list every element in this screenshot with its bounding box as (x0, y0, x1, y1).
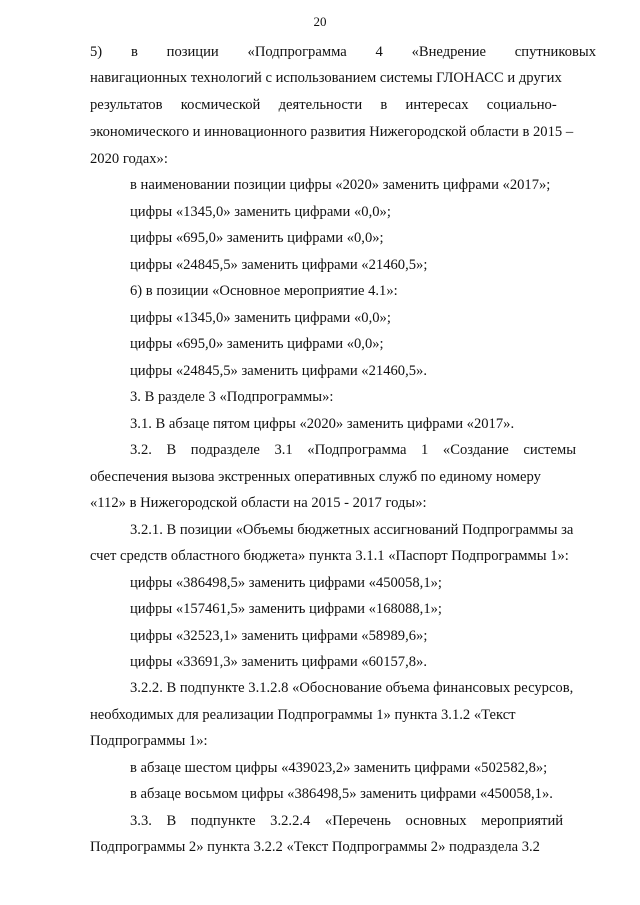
text-line: экономического и инновационного развития Нижегородской области в 2015 – (90, 124, 574, 140)
text-line: цифры «32523,1» заменить цифрами «58989,6»; (130, 628, 428, 644)
text-line: обеспечения вызова экстренных оперативных служб по единому номеру (90, 469, 541, 485)
text-line: цифры «695,0» заменить цифрами «0,0»; (130, 230, 384, 246)
text-line: цифры «157461,5» заменить цифрами «168088,1»; (130, 601, 442, 617)
text-line: 5) в позиции «Подпрограмма 4 «Внедрение спутниковых (90, 44, 596, 60)
text-line: цифры «24845,5» заменить цифрами «21460,5»; (130, 257, 428, 273)
text-line: 3.2.1. В позиции «Объемы бюджетных ассигнований Подпрограммы за (130, 522, 574, 538)
text-line: цифры «695,0» заменить цифрами «0,0»; (130, 336, 384, 352)
text-line: цифры «33691,3» заменить цифрами «60157,8». (130, 654, 427, 670)
text-line: счет средств областного бюджета» пункта 3.1.1 «Паспорт Подпрограммы 1»: (90, 548, 569, 564)
text-line: цифры «1345,0» заменить цифрами «0,0»; (130, 204, 391, 220)
text-line: Подпрограммы 1»: (90, 733, 208, 749)
text-line: в наименовании позиции цифры «2020» заменить цифрами «2017»; (130, 177, 551, 193)
page-number: 20 (313, 14, 327, 29)
text-line: 2020 годах»: (90, 151, 168, 167)
text-line: 3. В разделе 3 «Подпрограммы»: (130, 389, 334, 405)
text-line: Подпрограммы 2» пункта 3.2.2 «Текст Подпрограммы 2» подраздела 3.2 (90, 839, 540, 855)
text-line: 3.2. В подразделе 3.1 «Подпрограмма 1 «Создание системы (130, 442, 577, 458)
text-line: «112» в Нижегородской области на 2015 - 2017 годы»: (90, 495, 427, 511)
text-line: цифры «24845,5» заменить цифрами «21460,5». (130, 363, 427, 379)
text-line: 6) в позиции «Основное мероприятие 4.1»: (130, 283, 398, 299)
text-line: 3.3. В подпункте 3.2.2.4 «Перечень основных мероприятий (130, 813, 564, 829)
text-line: навигационных технологий с использованием системы ГЛОНАСС и других (90, 70, 562, 86)
text-line: 3.2.2. В подпункте 3.1.2.8 «Обоснование объема финансовых ресурсов, (130, 680, 574, 696)
text-line: необходимых для реализации Подпрограммы 1» пункта 3.1.2 «Текст (90, 707, 516, 723)
text-line: цифры «386498,5» заменить цифрами «450058,1»; (130, 575, 442, 591)
text-line: цифры «1345,0» заменить цифрами «0,0»; (130, 310, 391, 326)
text-line: результатов космической деятельности в интересах социально- (90, 97, 557, 113)
text-line: в абзаце восьмом цифры «386498,5» заменить цифрами «450058,1». (130, 786, 553, 802)
text-line: 3.1. В абзаце пятом цифры «2020» заменить цифрами «2017». (130, 416, 515, 432)
text-line: в абзаце шестом цифры «439023,2» заменить цифрами «502582,8»; (130, 760, 548, 776)
